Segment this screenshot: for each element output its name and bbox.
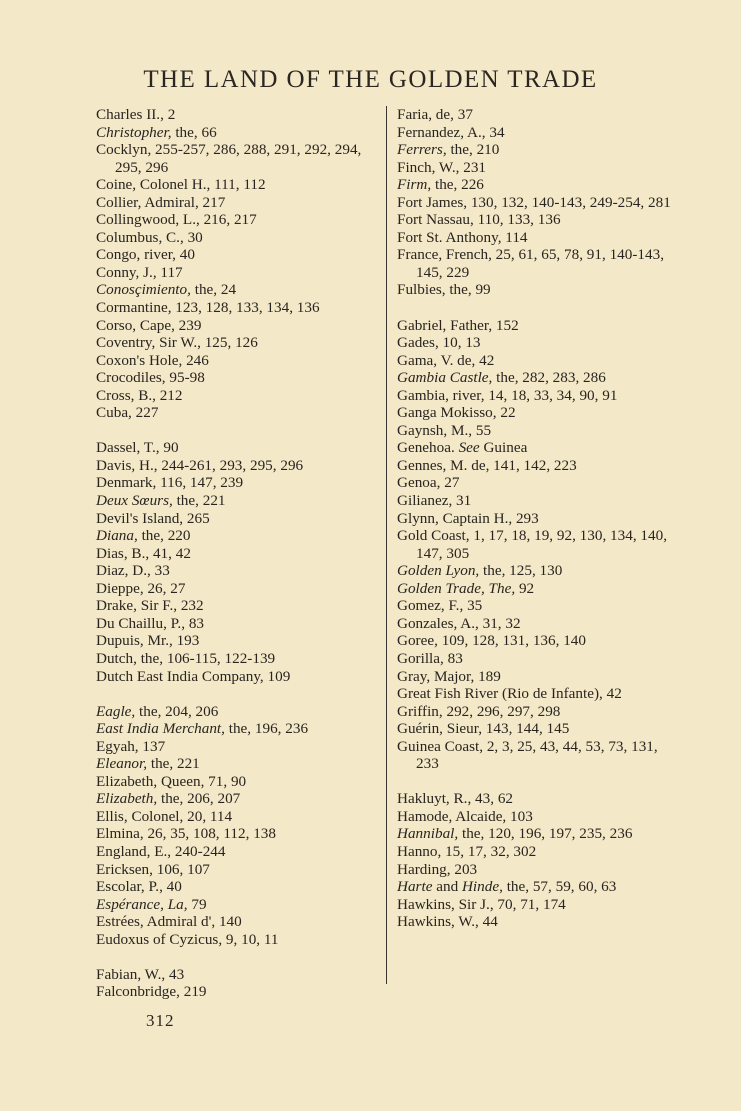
letter-group-gap: [96, 948, 374, 966]
entry-text: Egyah, 137: [96, 737, 166, 755]
entry-italic-text: See: [458, 439, 480, 457]
index-entry: [397, 176, 675, 194]
entry-text: the, 120, 196, 197, 235, 236: [458, 825, 633, 843]
entry-text: Gomez, F., 35: [397, 597, 483, 615]
entry-text: 79: [187, 895, 207, 913]
entry-text: Ganga Mokisso, 22: [397, 404, 516, 422]
index-entry: [397, 597, 675, 615]
index-entry: [397, 562, 675, 580]
entry-text: Charles II., 2: [96, 106, 176, 123]
entry-text: Collingwood, L., 216, 217: [96, 211, 257, 229]
index-entry: [96, 597, 374, 615]
index-entry: [397, 580, 675, 598]
entry-text: Gades, 10, 13: [397, 334, 481, 352]
index-entry: [96, 527, 374, 545]
entry-text: Cross, B., 212: [96, 386, 183, 404]
entry-text: Hawkins, Sir J., 70, 71, 174: [397, 895, 566, 913]
entry-text: the, 221: [172, 492, 226, 510]
index-entry: [96, 352, 374, 370]
index-column-right: [397, 106, 675, 931]
index-entry: [397, 159, 675, 177]
page-number: 312: [146, 1011, 175, 1030]
index-entry: [397, 352, 675, 370]
index-entry: [96, 861, 374, 879]
index-entry: [397, 317, 675, 335]
index-entry: [397, 124, 675, 142]
index-entry: [397, 878, 675, 896]
index-entry: [96, 843, 374, 861]
entry-text: Guinea: [479, 439, 528, 457]
entry-italic-text: Hannibal,: [397, 825, 459, 843]
entry-text: the, 206, 207: [157, 790, 241, 808]
entry-text: Cuba, 227: [96, 404, 159, 422]
entry-italic-text: Diana,: [96, 527, 138, 545]
entry-text: and: [432, 878, 462, 896]
entry-text: Griffin, 292, 296, 297, 298: [397, 702, 561, 720]
entry-text: Diaz, D., 33: [96, 562, 170, 580]
index-entry: [96, 755, 374, 773]
entry-text: Cocklyn, 255-257, 286, 288, 291, 292, 294, 295, 296: [96, 141, 362, 176]
column-divider: [386, 106, 387, 984]
entry-text: Dias, B., 41, 42: [96, 544, 191, 562]
entry-italic-text: Christopher,: [96, 123, 172, 141]
entry-text: Fulbies, the, 99: [397, 281, 491, 299]
index-entry: [397, 790, 675, 808]
index-entry: [96, 229, 374, 247]
index-entry: [397, 334, 675, 352]
entry-text: Hamode, Alcaide, 103: [397, 807, 533, 825]
entry-text: Gennes, M. de, 141, 142, 223: [397, 456, 577, 474]
index-entry: [96, 264, 374, 282]
entry-text: Ericksen, 106, 107: [96, 860, 210, 878]
index-entry: [397, 896, 675, 914]
entry-text: Fort St. Anthony, 114: [397, 228, 528, 246]
entry-text: the, 204, 206: [135, 702, 219, 720]
entry-text: Crocodiles, 95-98: [96, 369, 205, 387]
entry-text: Dieppe, 26, 27: [96, 579, 186, 597]
index-entry: [96, 439, 374, 457]
entry-text: Conny, J., 117: [96, 263, 183, 281]
entry-text: Hakluyt, R., 43, 62: [397, 790, 514, 808]
entry-text: the, 196, 236: [224, 720, 309, 738]
entry-italic-text: Elizabeth,: [96, 790, 158, 808]
entry-text: Genoa, 27: [397, 474, 460, 492]
entry-italic-text: Harte: [397, 878, 433, 896]
index-entry: [397, 246, 675, 281]
index-entry: [96, 176, 374, 194]
entry-text: the, 226: [431, 176, 484, 194]
entry-text: Dutch East India Company, 109: [96, 667, 291, 685]
index-entry: [96, 983, 374, 1001]
entry-italic-text: Eagle,: [96, 702, 136, 720]
index-entry: [96, 124, 374, 142]
entry-text: Harding, 203: [397, 860, 478, 878]
entry-text: Guinea Coast, 2, 3, 25, 43, 44, 53, 73, 131, 233: [397, 737, 658, 773]
index-entry: [397, 685, 675, 703]
index-entry: [96, 790, 374, 808]
index-entry: [96, 492, 374, 510]
entry-text: Gonzales, A., 31, 32: [397, 614, 521, 632]
index-entry: [397, 492, 675, 510]
entry-text: England, E., 240-244: [96, 842, 226, 860]
entry-italic-text: Eleanor,: [96, 755, 148, 773]
index-entry: [96, 650, 374, 668]
entry-text: Fernandez, A., 34: [397, 123, 505, 141]
index-entry: [397, 808, 675, 826]
index-entry: [96, 632, 374, 650]
index-entry: [96, 474, 374, 492]
index-entry: [397, 106, 675, 124]
entry-italic-text: Golden Lyon,: [397, 562, 480, 580]
entry-text: Glynn, Captain H., 293: [397, 509, 539, 527]
index-entry: [397, 738, 675, 773]
index-entry: [96, 299, 374, 317]
index-entry: [397, 843, 675, 861]
index-entry: [96, 211, 374, 229]
entry-text: Escolar, P., 40: [96, 878, 182, 896]
index-entry: [96, 931, 374, 949]
entry-text: France, French, 25, 61, 65, 78, 91, 140-143, 145, 229: [397, 246, 665, 281]
index-entry: [96, 668, 374, 686]
index-entry: [397, 369, 675, 387]
entry-text: Gama, V. de, 42: [397, 351, 495, 369]
entry-italic-text: Deux Sœurs,: [96, 492, 173, 510]
index-entry: [397, 720, 675, 738]
entry-text: Gaynsh, M., 55: [397, 421, 492, 439]
entry-text: Gabriel, Father, 152: [397, 316, 519, 334]
entry-text: Coine, Colonel H., 111, 112: [96, 176, 266, 194]
index-entry: [397, 668, 675, 686]
entry-italic-text: East India Merchant,: [96, 720, 225, 738]
index-entry: [96, 387, 374, 405]
index-entry: [397, 632, 675, 650]
entry-text: Gilianez, 31: [397, 492, 472, 510]
letter-group-gap: [397, 773, 675, 791]
index-entry: [96, 369, 374, 387]
entry-text: Eudoxus of Cyzicus, 9, 10, 11: [96, 930, 279, 948]
index-entry: [96, 738, 374, 756]
index-entry: [397, 422, 675, 440]
index-entry: [96, 808, 374, 826]
index-entry: [96, 913, 374, 931]
index-entry: [397, 281, 675, 299]
entry-text: Dassel, T., 90: [96, 439, 179, 457]
entry-text: Du Chaillu, P., 83: [96, 614, 205, 632]
index-entry: [96, 404, 374, 422]
entry-text: the, 125, 130: [479, 562, 563, 580]
index-entry: [96, 334, 374, 352]
index-entry: [96, 317, 374, 335]
index-entry: [96, 510, 374, 528]
index-entry: [96, 615, 374, 633]
entry-text: Gold Coast, 1, 17, 18, 19, 92, 130, 134, 140, 147, 305: [397, 527, 668, 562]
index-entry: [96, 457, 374, 475]
entry-text: Genehoa.: [397, 439, 459, 457]
entry-text: the, 221: [147, 755, 200, 773]
entry-italic-text: Conosçimiento,: [96, 281, 191, 299]
entry-text: the, 282, 283, 286: [492, 369, 606, 387]
entry-text: the, 210: [446, 141, 500, 159]
entry-text: Fort James, 130, 132, 140-143, 249-254, 281: [397, 193, 671, 211]
index-entry: [397, 861, 675, 879]
entry-italic-text: Hinde,: [461, 878, 503, 896]
index-entry: [397, 194, 675, 212]
index-entry: [397, 211, 675, 229]
index-entry: [96, 720, 374, 738]
index-entry: [397, 229, 675, 247]
entry-text: Elizabeth, Queen, 71, 90: [96, 772, 247, 790]
entry-italic-text: Ferrers,: [397, 141, 447, 159]
entry-text: the, 57, 59, 60, 63: [502, 878, 617, 896]
index-entry: [397, 527, 675, 562]
index-entry: [397, 439, 675, 457]
index-column-left: [96, 106, 374, 1001]
entry-text: Estrées, Admiral d', 140: [96, 913, 242, 931]
index-entry: [96, 773, 374, 791]
entry-text: Guérin, Sieur, 143, 144, 145: [397, 720, 570, 738]
entry-text: Corso, Cape, 239: [96, 316, 202, 334]
entry-text: Collier, Admiral, 217: [96, 193, 226, 211]
entry-text: Hawkins, W., 44: [397, 913, 498, 931]
index-entry: [397, 913, 675, 931]
index-entry: [397, 510, 675, 528]
index-entry: [96, 194, 374, 212]
entry-italic-text: Gambia Castle,: [397, 369, 493, 387]
entry-italic-text: Firm,: [397, 176, 432, 194]
entry-text: Davis, H., 244-261, 293, 295, 296: [96, 456, 304, 474]
letter-group-gap: [96, 685, 374, 703]
entry-text: Cormantine, 123, 128, 133, 134, 136: [96, 299, 320, 317]
entry-text: Fort Nassau, 110, 133, 136: [397, 211, 561, 229]
index-entry: [397, 474, 675, 492]
entry-text: Gray, Major, 189: [397, 667, 501, 685]
index-entry: [397, 615, 675, 633]
entry-text: Finch, W., 231: [397, 158, 487, 176]
entry-text: the, 220: [137, 527, 191, 545]
index-entry: [96, 545, 374, 563]
entry-text: Goree, 109, 128, 131, 136, 140: [397, 632, 586, 650]
entry-text: 92: [515, 579, 535, 597]
entry-text: Elmina, 26, 35, 108, 112, 138: [96, 825, 276, 843]
index-entry: [96, 281, 374, 299]
index-entry: [96, 106, 374, 124]
entry-text: Hanno, 15, 17, 32, 302: [397, 842, 537, 860]
index-entry: [96, 580, 374, 598]
entry-text: the, 66: [171, 123, 217, 141]
index-entry: [96, 966, 374, 984]
entry-text: Denmark, 116, 147, 239: [96, 474, 244, 492]
entry-text: Dupuis, Mr., 193: [96, 632, 200, 650]
entry-text: Faria, de, 37: [397, 106, 473, 123]
entry-text: Gambia, river, 14, 18, 33, 34, 90, 91: [397, 386, 618, 404]
entry-text: Devil's Island, 265: [96, 509, 210, 527]
index-entry: [397, 650, 675, 668]
index-entry: [96, 141, 374, 176]
index-entry: [397, 387, 675, 405]
entry-text: Ellis, Colonel, 20, 114: [96, 807, 233, 825]
entry-text: Drake, Sir F., 232: [96, 597, 204, 615]
index-entry: [397, 825, 675, 843]
index-entry: [397, 141, 675, 159]
letter-group-gap: [96, 422, 374, 440]
index-entry: [96, 562, 374, 580]
entry-italic-text: Golden Trade, The,: [397, 579, 516, 597]
entry-italic-text: Espérance, La,: [96, 895, 188, 913]
entry-text: Coxon's Hole, 246: [96, 351, 209, 369]
index-entry: [397, 404, 675, 422]
index-entry: [96, 825, 374, 843]
entry-text: Great Fish River (Rio de Infante), 42: [397, 685, 622, 703]
entry-text: Gorilla, 83: [397, 649, 463, 667]
index-entry: [96, 878, 374, 896]
entry-text: Coventry, Sir W., 125, 126: [96, 334, 258, 352]
entry-text: Congo, river, 40: [96, 246, 195, 264]
index-entry: [397, 457, 675, 475]
index-entry: [96, 896, 374, 914]
letter-group-gap: [397, 299, 675, 317]
entry-text: Columbus, C., 30: [96, 228, 203, 246]
index-entry: [96, 246, 374, 264]
entry-text: Falconbridge, 219: [96, 983, 207, 1001]
entry-text: the, 24: [190, 281, 237, 299]
index-entry: [96, 703, 374, 721]
entry-text: Dutch, the, 106-115, 122-139: [96, 649, 276, 667]
running-header: THE LAND OF THE GOLDEN TRADE: [143, 66, 598, 93]
entry-text: Fabian, W., 43: [96, 965, 185, 983]
index-entry: [397, 703, 675, 721]
